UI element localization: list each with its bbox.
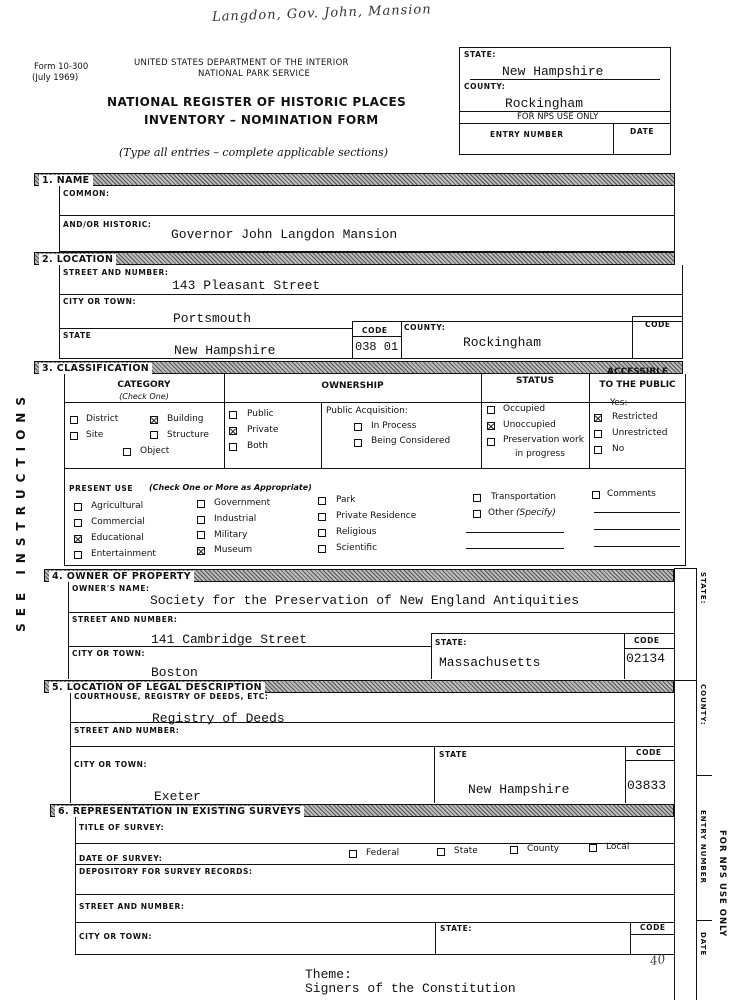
museum-label: Museum <box>214 545 253 555</box>
preservation-checkbox[interactable] <box>487 438 495 446</box>
survey-title-label: TITLE OF SURVEY: <box>79 823 165 832</box>
entertainment-checkbox[interactable] <box>74 551 82 559</box>
yes-label: Yes: <box>610 398 628 408</box>
federal-label: Federal <box>366 848 400 858</box>
unoccupied-checkbox[interactable] <box>487 422 495 430</box>
loc-state-code-label: CODE <box>362 326 388 335</box>
survey-date-label: DATE OF SURVEY: <box>79 854 163 863</box>
private-residence-checkbox[interactable] <box>318 513 326 521</box>
legal-state-label: STATE <box>439 750 468 759</box>
section-1-header: 1. NAME <box>34 173 675 186</box>
survey-code-label: CODE <box>640 923 666 932</box>
category-header: CATEGORY <box>117 380 171 390</box>
margin-state-label: STATE: <box>699 572 707 605</box>
building-label: Building <box>167 414 204 424</box>
entertainment-label: Entertainment <box>91 549 156 559</box>
survey-city-label: CITY OR TOWN: <box>79 932 153 941</box>
site-label: Site <box>86 430 104 440</box>
service-name: NATIONAL PARK SERVICE <box>198 69 311 79</box>
object-checkbox[interactable] <box>123 448 131 456</box>
legal-state-value: New Hampshire <box>468 782 570 797</box>
check-more-note: (Check One or More as Appropriate) <box>149 483 312 492</box>
commercial-label: Commercial <box>91 517 145 527</box>
section-5-header: 5. LOCATION OF LEGAL DESCRIPTION <box>44 680 674 693</box>
depository-label: DEPOSITORY FOR SURVEY RECORDS: <box>79 867 253 876</box>
theme-label: Theme: <box>305 967 352 982</box>
form-date: (July 1969) <box>32 73 79 83</box>
accessible-header-2: TO THE PUBLIC <box>599 380 676 390</box>
industrial-label: Industrial <box>214 514 257 524</box>
margin-nps-label: FOR NPS USE ONLY <box>717 830 727 938</box>
section-3-header: 3. CLASSIFICATION <box>34 361 683 374</box>
restricted-checkbox[interactable] <box>594 414 602 422</box>
private-label: Private <box>247 425 279 435</box>
top-date-label: DATE <box>630 127 655 136</box>
park-label: Park <box>336 495 356 505</box>
commercial-checkbox[interactable] <box>74 519 82 527</box>
present-use-label: PRESENT USE <box>69 484 134 493</box>
private-checkbox[interactable] <box>229 427 237 435</box>
structure-label: Structure <box>167 430 209 440</box>
historic-name: Governor John Langdon Mansion <box>171 227 398 242</box>
district-label: District <box>86 414 119 424</box>
loc-city-value: Portsmouth <box>173 311 252 326</box>
form-title: NATIONAL REGISTER OF HISTORIC PLACES <box>107 95 407 109</box>
section-2-header: 2. LOCATION <box>34 252 675 265</box>
other-checkbox[interactable] <box>473 510 481 518</box>
unoccupied-label: Unoccupied <box>503 420 556 430</box>
top-entry-label: ENTRY NUMBER <box>490 130 564 139</box>
legal-code-value: 03833 <box>627 778 667 793</box>
loc-state-value: New Hampshire <box>174 343 276 358</box>
no-label: No <box>612 444 625 454</box>
loc-city-label: CITY OR TOWN: <box>63 297 137 306</box>
site-checkbox[interactable] <box>70 432 78 440</box>
top-nps-label: FOR NPS USE ONLY <box>517 112 599 122</box>
margin-entry-label: ENTRY NUMBER <box>699 810 707 884</box>
loc-county-code-label: CODE <box>645 320 671 329</box>
survey-street-label: STREET AND NUMBER: <box>79 902 185 911</box>
structure-checkbox[interactable] <box>150 431 158 439</box>
top-county-value: Rockingham <box>505 96 584 111</box>
public-label: Public <box>247 409 274 419</box>
check-one-note: (Check One) <box>119 392 169 401</box>
agricultural-checkbox[interactable] <box>74 503 82 511</box>
top-state-value: New Hampshire <box>502 64 604 79</box>
in-progress-label: in progress <box>515 449 565 459</box>
side-instructions: SEE INSTRUCTIONS <box>14 390 28 632</box>
owner-state-label: STATE: <box>435 638 467 647</box>
page-mark: 40 <box>648 951 667 969</box>
being-considered-label: Being Considered <box>371 436 451 446</box>
legal-city-label: CITY OR TOWN: <box>74 760 148 769</box>
educational-checkbox[interactable] <box>74 535 82 543</box>
transportation-label: Transportation <box>491 492 556 502</box>
unrestricted-checkbox[interactable] <box>594 430 602 438</box>
legal-code-label: CODE <box>636 748 662 757</box>
historic-label: AND/OR HISTORIC: <box>63 220 152 229</box>
legal-city-value: Exeter <box>154 789 201 804</box>
military-checkbox[interactable] <box>197 531 205 539</box>
court-label: COURTHOUSE, REGISTRY OF DEEDS, ETC: <box>74 692 269 701</box>
county-checkbox[interactable] <box>510 846 518 854</box>
unrestricted-label: Unrestricted <box>612 428 668 438</box>
loc-street-value: 143 Pleasant Street <box>172 278 321 293</box>
survey-state-field-label: STATE: <box>440 924 472 933</box>
owner-name-value: Society for the Preservation of New England Antiquities <box>150 593 580 608</box>
legal-street-label: STREET AND NUMBER: <box>74 726 180 735</box>
owner-city-value: Boston <box>151 665 198 680</box>
form-number: Form 10-300 <box>34 62 89 72</box>
margin-date-label: DATE <box>699 932 707 957</box>
loc-county-value: Rockingham <box>463 335 542 350</box>
state-checkbox[interactable] <box>437 848 445 856</box>
museum-checkbox[interactable] <box>197 547 205 555</box>
occupied-label: Occupied <box>503 404 546 414</box>
ownership-header: OWNERSHIP <box>321 381 384 391</box>
religious-checkbox[interactable] <box>318 529 326 537</box>
loc-street-label: STREET AND NUMBER: <box>63 268 169 277</box>
loc-state-code: 038 01 <box>355 340 399 354</box>
owner-state-value: Massachusetts <box>439 655 541 670</box>
comments-checkbox[interactable] <box>592 491 600 499</box>
other-label: Other <box>488 508 514 518</box>
building-checkbox[interactable] <box>150 416 158 424</box>
public-acquisition-label: Public Acquisition: <box>326 406 408 416</box>
owner-street-value: 141 Cambridge Street <box>151 632 308 647</box>
owner-name-label: OWNER'S NAME: <box>72 584 150 593</box>
section-4-header: 4. OWNER OF PROPERTY <box>44 569 674 582</box>
form-subtitle: INVENTORY – NOMINATION FORM <box>144 113 379 127</box>
in-process-checkbox[interactable] <box>354 423 362 431</box>
agricultural-label: Agricultural <box>91 501 144 511</box>
occupied-checkbox[interactable] <box>487 406 495 414</box>
instructions: (Type all entries – complete applicable sections) <box>119 146 388 159</box>
federal-checkbox[interactable] <box>349 850 357 858</box>
loc-county-label: COUNTY: <box>404 323 446 332</box>
theme-value: Signers of the Constitution <box>305 981 516 996</box>
park-checkbox[interactable] <box>318 497 326 505</box>
agency-name: UNITED STATES DEPARTMENT OF THE INTERIOR <box>134 58 349 68</box>
in-process-label: In Process <box>371 421 417 431</box>
comments-label: Comments <box>607 489 656 499</box>
local-checkbox[interactable] <box>589 844 597 852</box>
owner-code-value: 02134 <box>626 651 666 666</box>
district-checkbox[interactable] <box>70 416 78 424</box>
private-residence-label: Private Residence <box>336 511 417 521</box>
owner-city-label: CITY OR TOWN: <box>72 649 146 658</box>
status-header: STATUS <box>515 376 555 386</box>
court-value: Registry of Deeds <box>152 711 285 726</box>
both-label: Both <box>247 441 268 451</box>
scientific-label: Scientific <box>336 543 378 553</box>
public-checkbox[interactable] <box>229 411 237 419</box>
preservation-label: Preservation work <box>503 435 584 445</box>
owner-street-label: STREET AND NUMBER: <box>72 615 178 624</box>
both-checkbox[interactable] <box>229 443 237 451</box>
government-label: Government <box>214 498 271 508</box>
section-6-header: 6. REPRESENTATION IN EXISTING SURVEYS <box>50 804 674 817</box>
transportation-checkbox[interactable] <box>473 494 481 502</box>
survey-local-label: Local <box>606 842 630 852</box>
owner-code-label: CODE <box>634 636 660 645</box>
survey-county-label: County <box>527 844 560 854</box>
accessible-header-1: ACCESSIBLE <box>607 367 668 377</box>
margin-county-label: COUNTY: <box>699 684 707 726</box>
educational-label: Educational <box>91 533 144 543</box>
no-checkbox[interactable] <box>594 446 602 454</box>
scientific-checkbox[interactable] <box>318 545 326 553</box>
government-checkbox[interactable] <box>197 500 205 508</box>
being-considered-checkbox[interactable] <box>354 439 362 447</box>
military-label: Military <box>214 530 248 540</box>
loc-state-label: STATE <box>63 331 92 340</box>
industrial-checkbox[interactable] <box>197 516 205 524</box>
top-county-label: COUNTY: <box>464 82 506 91</box>
specify-label: (Specify) <box>516 508 556 518</box>
object-label: Object <box>140 446 170 456</box>
handwritten-annotation: Langdon, Gov. John, Mansion <box>211 2 432 25</box>
top-state-label: STATE: <box>464 50 496 59</box>
religious-label: Religious <box>336 527 377 537</box>
restricted-label: Restricted <box>612 412 658 422</box>
common-label: COMMON: <box>63 189 110 198</box>
survey-state-label: State <box>454 846 478 856</box>
